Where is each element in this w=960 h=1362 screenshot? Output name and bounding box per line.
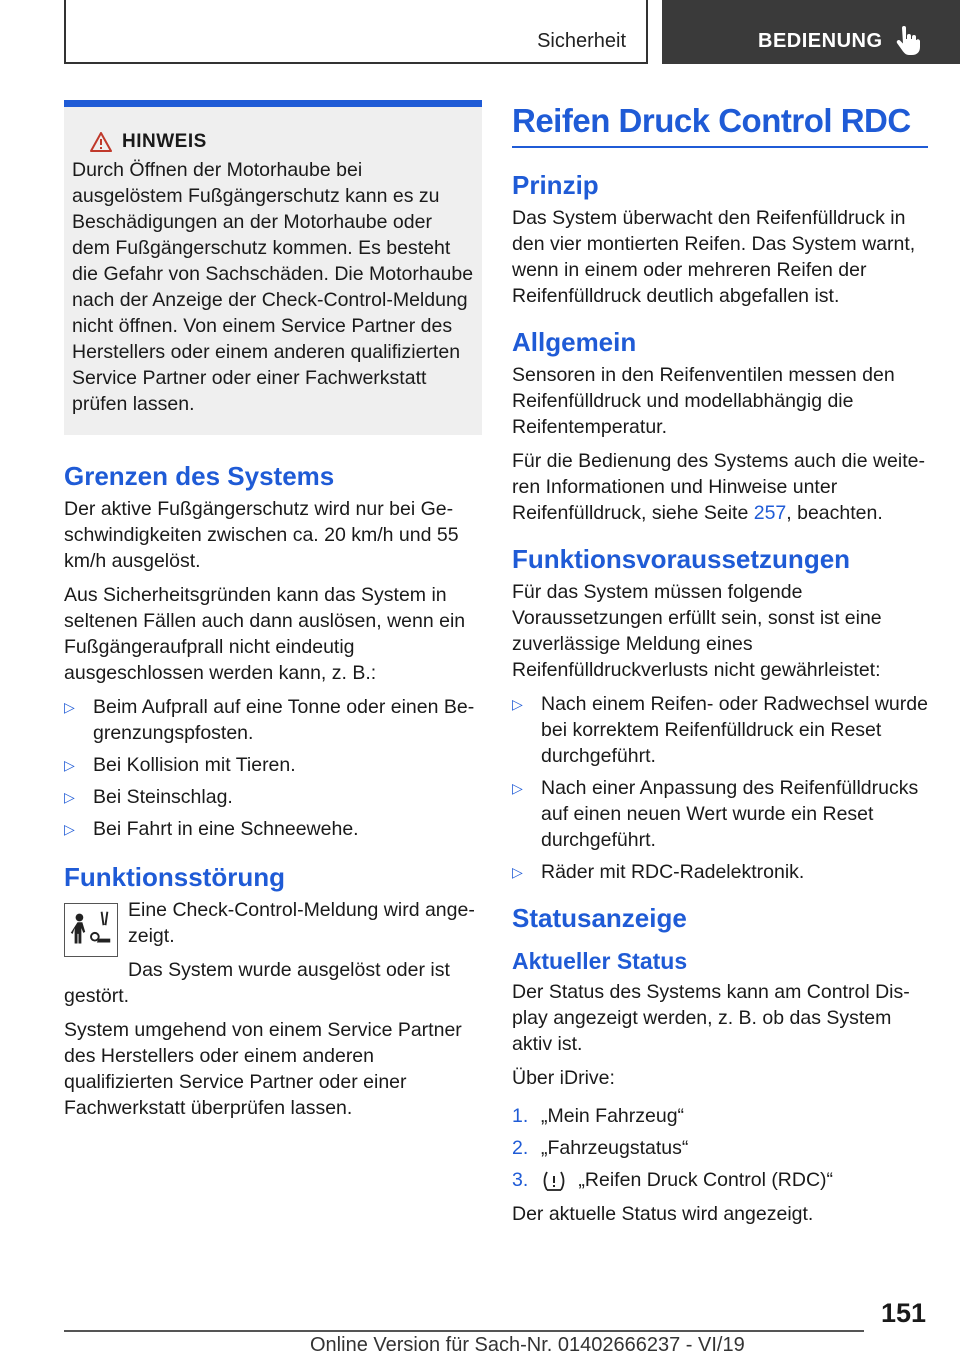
heading-funktionsvoraussetzungen: Funktionsvoraussetzungen — [512, 544, 851, 574]
stoerung-paragraph-2: Das System wurde ausgelöst oder ist gestört. — [64, 959, 450, 1007]
allgemein-paragraph-2: Für die Bedienung des Systems auch die weiteren Informationen und Hinweise unter Reifenfülldruck, siehe Seite 257, beachten. — [512, 450, 925, 524]
triangle-bullet-icon: ▷ — [512, 864, 523, 880]
status-paragraph-1: Der Status des Systems kann am Control Display angezeigt werden, z. B. ob das System aktiv ist. — [512, 981, 910, 1055]
list-item: 2. „Fahrzeugstatus“ — [512, 1137, 689, 1159]
grenzen-paragraph-1: Der aktive Fußgängerschutz wird nur bei Geschwindigkeiten zwischen ca. 20 km/h und 55 km/h ausgelöst. — [64, 498, 459, 572]
list-item: ▷ Bei Steinschlag. — [64, 786, 233, 808]
prinzip-paragraph: Das System überwacht den Reifenfülldruck in den vier montierten Reifen. Das System warnt, wenn in einem oder mehreren Reifen der Reifenfülldruck deutlich abgefallen ist. — [512, 207, 916, 307]
list-item: ▷ Beim Aufprall auf eine Tonne oder einen Begrenzungspfosten. — [64, 696, 475, 744]
heading-funktionsstoerung: Funktionsstörung — [64, 862, 285, 892]
left-column — [64, 100, 482, 1129]
list-item: 3. „Reifen Druck Control (RDC)“ — [512, 1169, 834, 1191]
header-chapter-title: BEDIENUNG — [758, 30, 883, 52]
list-item: ▷ Räder mit RDC-Radelektronik. — [512, 861, 805, 883]
triangle-bullet-icon: ▷ — [64, 821, 75, 837]
heading-allgemein: Allgemein — [512, 327, 637, 357]
footer-divider — [64, 1330, 864, 1332]
list-item: ▷ Nach einer Anpassung des Reifenfülldrucks auf einen neuen Wert wurde ein Reset durchgeführt. — [512, 777, 919, 851]
stoerung-paragraph-1: Eine Check-Control-Meldung wird angezeigt. — [128, 899, 475, 947]
header-section-title: Sicherheit — [537, 30, 626, 52]
allgemein-paragraph-1: Sensoren in den Reifenventilen messen den Reifenfülldruck und modellabhängig die Reifentemperatur. — [512, 364, 895, 438]
triangle-bullet-icon: ▷ — [64, 757, 75, 773]
heading-aktueller-status: Aktueller Status — [512, 948, 688, 974]
status-paragraph-3: Der aktuelle Status wird angezeigt. — [512, 1203, 814, 1225]
triangle-bullet-icon: ▷ — [64, 789, 75, 805]
warning-note — [64, 100, 482, 435]
list-item: ▷ Bei Kollision mit Tieren. — [64, 754, 296, 776]
note-text: Durch Öffnen der Motorhaube bei ausgelöstem Fußgängerschutz kann es zu Beschädigungen an der Motorhaube oder dem Fußgängerschutz kommen. Es besteht die Gefahr von Sachschäden. Die Motorhaube nach der Anzeige der Check-Control-Meldung nicht öffnen. Von einem Service Partner des Herstellers oder einem anderen qualifizierten Service Partner oder einer Fachwerkstatt prüfen lassen. — [72, 159, 474, 415]
list-item: 1. „Mein Fahrzeug“ — [512, 1105, 685, 1127]
grenzen-paragraph-2: Aus Sicherheitsgründen kann das System in seltenen Fällen auch dann auslösen, wenn ein Fußgängeraufprall nicht eindeutig ausgeschlossen werden kann, z. B.: — [64, 584, 466, 684]
triangle-bullet-icon: ▷ — [512, 780, 523, 796]
right-column — [512, 100, 928, 1235]
header-section-tab — [64, 0, 648, 64]
pointing-hand-icon — [894, 26, 920, 56]
page-number: 151 — [880, 1298, 926, 1328]
pedestrian-protection-icon — [64, 903, 118, 957]
idrive-steps — [512, 1103, 928, 1193]
triangle-bullet-icon: ▷ — [64, 699, 75, 715]
warning-triangle-icon — [90, 132, 112, 152]
page-reference-link[interactable]: 257 — [753, 502, 787, 524]
header-chapter-tab — [662, 0, 960, 64]
list-item: ▷ Nach einem Reifen- oder Radwechsel wurde bei korrektem Reifenfülldruck ein Reset durchgeführt. — [512, 693, 928, 767]
footer-text: Online Version für Sach-Nr. 01402666237 - VI/19 — [310, 1334, 745, 1356]
grenzen-list — [64, 694, 482, 842]
voraus-paragraph: Für das System müssen folgende Voraussetzungen erfüllt sein, sonst ist eine zuverlässige Meldung eines Reifenfülldruckverlusts nicht gewährleistet: — [512, 581, 882, 681]
heading-statusanzeige: Statusanzeige — [512, 903, 687, 933]
heading-grenzen: Grenzen des Systems — [64, 461, 335, 491]
status-paragraph-2: Über iDrive: — [512, 1067, 615, 1089]
triangle-bullet-icon: ▷ — [512, 696, 523, 712]
list-item: ▷ Bei Fahrt in eine Schneewehe. — [64, 818, 359, 840]
page-title: Reifen Druck Control RDC — [512, 102, 928, 148]
heading-prinzip: Prinzip — [512, 170, 599, 200]
voraus-list — [512, 691, 928, 885]
tire-pressure-icon — [541, 1170, 567, 1192]
stoerung-paragraph-3: System umgehend von einem Service Partner des Herstellers oder einem anderen qualifizierten Service Partner oder einer Fachwerkstatt überprüfen lassen. — [64, 1019, 462, 1119]
note-title: HINWEIS — [122, 131, 207, 152]
